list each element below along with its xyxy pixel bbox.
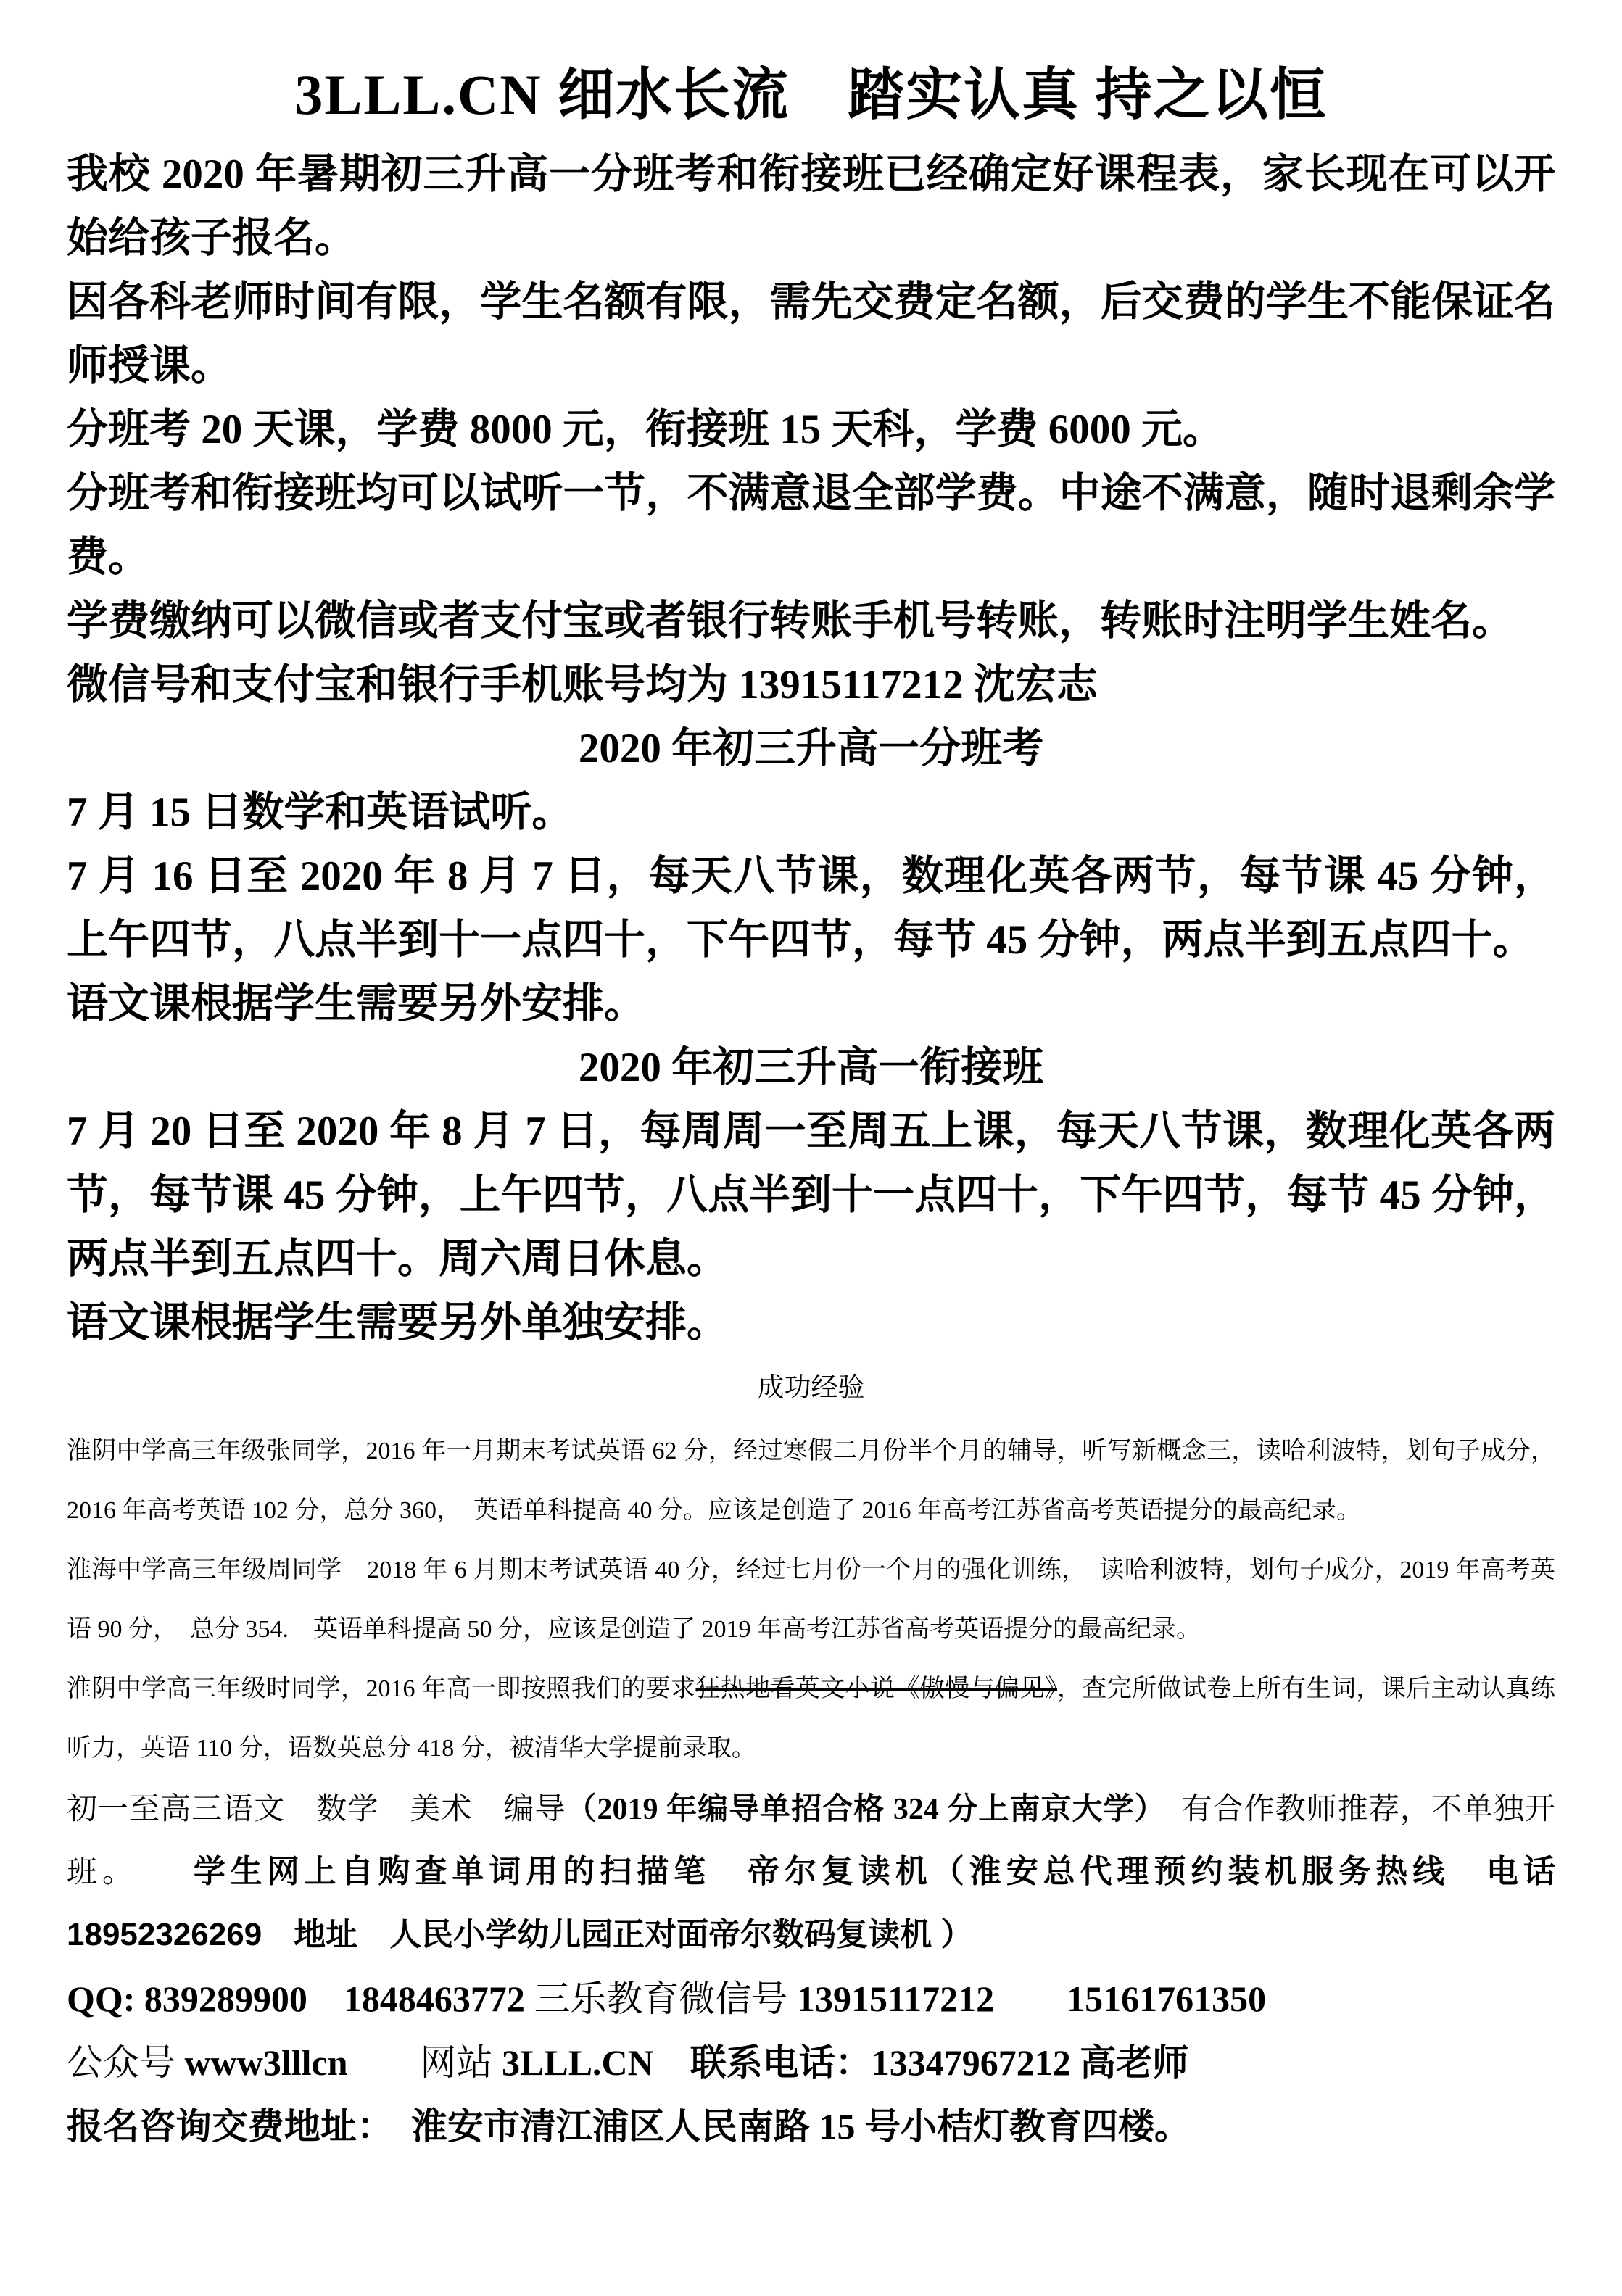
page-title: 3LLL.CN 细水长流 踏实认真 持之以恒 bbox=[294, 63, 1328, 126]
intro-paragraph-3: 分班考 20 天课，学费 8000 元，衔接班 15 天科，学费 6000 元。 bbox=[67, 407, 1224, 453]
wechat-numbers: 13915117212 15161761350 bbox=[796, 1978, 1267, 2020]
wechat-label: 三乐教育微信号 bbox=[524, 1978, 797, 2020]
website-value: 3LLL.CN bbox=[502, 2042, 654, 2084]
success-story-3 bbox=[67, 1659, 1555, 1778]
intro-paragraph-2: 因各科老师时间有限，学生名额有限，需先交费定名额，后交费的学生不能保证名师授课。 bbox=[67, 279, 1555, 389]
official-account-value: www3lllcn bbox=[184, 2042, 348, 2084]
placement-exam-schedule: 7 月 16 日至 2020 年 8 月 7 日，每天八节课，数理化英各两节，每节课 45 分钟，上午四节，八点半到十一点四十，下午四节，每节 45 分钟，两点半到五点四十。 bbox=[67, 853, 1555, 963]
registration-address-line bbox=[67, 2094, 1555, 2158]
scanner-pen-notice: 学生网上自购查单词用的扫描笔 帝尔复读机（淮安总代理预约装机服务热线 电话 18952326269 地址 人民小学幼儿园正对面帝尔数码复读机 ） bbox=[67, 1854, 1565, 1953]
official-account-label: 公众号 bbox=[67, 2042, 185, 2084]
intro-paragraph-4: 分班考和衔接班均可以试听一节，不满意退全部学费。中途不满意，随时退剩余学费。 bbox=[67, 471, 1555, 581]
phone-contact: 联系电话：13347967212 高老师 bbox=[653, 2042, 1189, 2084]
course-offerings-paragraph bbox=[67, 1778, 1565, 1967]
success-story-1: 淮阴中学高三年级张同学，2016 年一月期末考试英语 62 分，经过寒假二月份半个月的辅导，听写新概念三，读哈利波特，划句子成分，2016 年高考英语 102 分，总分 360， 英语单科提高 40 分。应该是创造了 2016 年高考江苏省高考英语提分的最高纪录。 bbox=[67, 1438, 1555, 1525]
intro-paragraph-6: 微信号和支付宝和银行手机账号均为 13915117212 沈宏志 bbox=[67, 662, 1098, 708]
success-section-heading: 成功经验 bbox=[757, 1373, 865, 1404]
address-value: 淮安市清江浦区人民南路 15 号小桔灯教育四楼。 bbox=[411, 2106, 1191, 2147]
address-label: 报名咨询交费地址： bbox=[67, 2106, 411, 2147]
qq-contact-line bbox=[67, 1967, 1555, 2031]
success-story-3-tail: ，查完所做试卷上所有生词，课后主动认真练听力，英语 110 分，语数英总分 418 分，被清华大学提前录取。 bbox=[67, 1675, 1556, 1762]
strikethrough-text: 狂热地看英文小说《傲慢与偏见》 bbox=[695, 1675, 1057, 1703]
offerings-teacher-note: 有合作教师推荐，不单独开班。 bbox=[67, 1793, 1555, 1890]
website-label: 网站 bbox=[347, 2042, 502, 2084]
offerings-achievement-note: （2019 年编导单招合格 324 分上南京大学） bbox=[566, 1793, 1151, 1827]
intro-paragraph-5: 学费缴纳可以微信或者支付宝或者银行转账手机号转账，转账时注明学生姓名。 bbox=[67, 598, 1513, 645]
intro-paragraph-1: 我校 2020 年暑期初三升高一分班考和衔接班已经确定好课程表，家长现在可以开始给孩子报名。 bbox=[67, 152, 1555, 262]
qq-numbers: QQ: 839289900 1848463772 bbox=[67, 1978, 525, 2020]
bridge-class-chinese-note: 语文课根据学生需要另外单独安排。 bbox=[67, 1300, 728, 1346]
section-heading-placement-exam: 2020 年初三升高一分班考 bbox=[578, 726, 1044, 772]
success-story-3-lead: 淮阴中学高三年级时同学，2016 年高一即按照我们的要求 bbox=[67, 1675, 696, 1703]
placement-exam-trial-line: 7 月 15 日数学和英语试听。 bbox=[67, 789, 574, 836]
section-heading-bridge-class: 2020 年初三升高一衔接班 bbox=[578, 1045, 1044, 1091]
placement-exam-chinese-note: 语文课根据学生需要另外安排。 bbox=[67, 981, 645, 1027]
success-story-2: 淮海中学高三年级周同学 2018 年 6 月期末考试英语 40 分，经过七月份一个月的强化训练， 读哈利波特，划句子成分，2019 年高考英语 90 分， 总分 354. 英语单科提高 50 分，应该是创造了 2019 年高考江苏省高考英语提分的最高纪录。 bbox=[67, 1557, 1555, 1644]
official-account-line bbox=[67, 2031, 1555, 2094]
offerings-subjects: 初一至高三语文 数学 美术 编导 bbox=[67, 1793, 566, 1827]
bridge-class-schedule: 7 月 20 日至 2020 年 8 月 7 日，每周周一至周五上课，每天八节课，数理化英各两节，每节课 45 分钟，上午四节，八点半到十一点四十，下午四节，每节 45 分钟，两点半到五点四十。周六周日休息。 bbox=[67, 1108, 1555, 1282]
